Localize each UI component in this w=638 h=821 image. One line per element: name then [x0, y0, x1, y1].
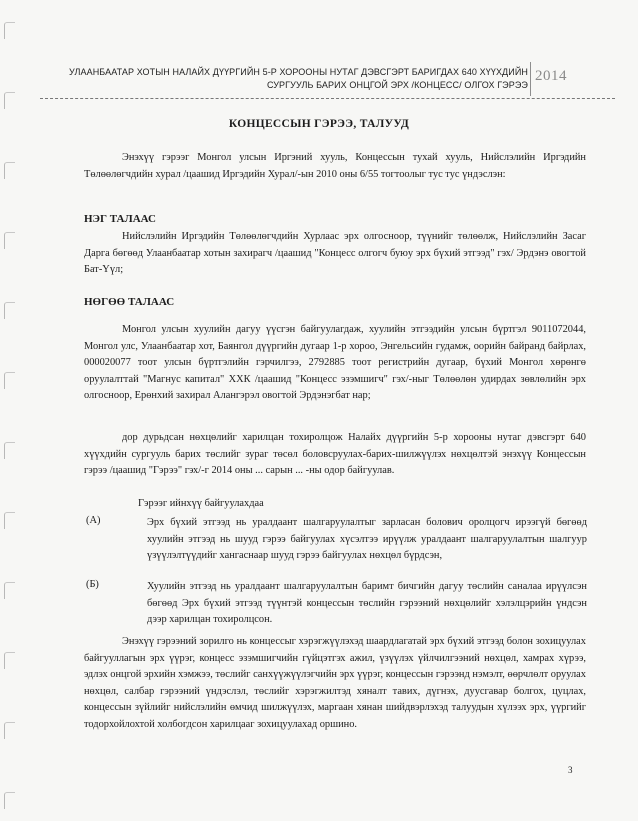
binder-hole-mark	[4, 92, 15, 109]
closing-paragraph: Энэхүү гэрээний зорилго нь концессыг хэрэгжүүлэхэд шаардлагатай эрх бүхий этгээд болон зохицуулах байгууллагын эрх үүрэг, концесс эзэмшигчийн гүйцэтгэх ажил, үзүүлэх үйлчилгээний нөхцөл, хамрах хүрээ, эдлэх онцгой эрхийн хэмжээ, төслийг санхүүжүүлэгчийн эрх үүрэг, концессын гэрээнд нэмэлт, өөрчлөлт оруулах нөхцөл, салбар гэрээний үндэслэл, төслийг хэрэгжилтэд хяналт тавих, дүгнэх, дуусгавар болгох, цуцлах, концессын зүйлийг нийслэлийн өмчид шилжүүлэх, маргаан хянан шийдвэрлэхэд талуудын хүлээх эрх, үүргийг тодорхойлохтой холбогдсон харилцааг зохицуулахад оршино.	[84, 636, 586, 730]
agreement-paragraph: дор дурьдсан нөхцөлийг харилцан тохиролцож Налайх дүүргийн 5-р хорооны нутаг дэвсгэрт 640 хүүхдийн сургууль барих төслийг зураг төсөл боловсруулах-барих-шилжүүлэх нөхцөлтэй энэхүү Концессын гэрээ /цаашид "Гэрээ" гэх/-г 2014 оны ... сарын ... -ны одор байгуулав.	[84, 432, 586, 476]
party1-heading: НЭГ ТАЛААС	[84, 213, 156, 225]
binder-hole-mark	[4, 512, 15, 529]
running-header	[56, 66, 528, 92]
binder-hole-mark	[4, 442, 15, 459]
party2-paragraph: Монгол улсын хуулийн дагуу үүсгэн байгуулагдаж, хуулийн этгээдийн улсын бүртгэл 9011072044, Монгол улс, Улаанбаатар хот, Баянгол дүүргийн дугаар 1-р хороо, Энгельсийн гудамж, оорийн байранд байрлах, 000020077 тоот улсын бүртгэлийн гэрчилгээ, 2792885 тоот регистрийн дугаар, бүхий Монгол хөрөнгө оруулалттай "Магнус капитал" ХХК /цаашид "Концесс эзэмшигч" гэх/-ныг Төлөөлөн удирдах зөвлөлийн эрх олгосноор, Ерөнхий захирал Алангэрэл овогтой Эрдэнэгбат нар;	[84, 324, 586, 401]
header-line-1: УЛААНБААТАР ХОТЫН НАЛАЙХ ДҮҮРГИЙН 5-Р ХОРООНЫ НУТАГ ДЭВСГЭРТ БАРИГДАХ 640 ХҮҮХДИЙН	[68, 67, 528, 77]
item-a-label: (А)	[86, 515, 101, 526]
binder-hole-mark	[4, 22, 15, 39]
item-a-text: Эрх бүхий этгээд нь уралдаант шалгаруулалтыг зарласан болович оролцогч ирээгүй бөгөөд хуулийн этгээд нь шууд гэрээ байгуулах хүсэлтээ ирүүлж уралдаант шалгаруулалтын шалгуур үзүүлэлтүүдийг хангаснаар шууд гэрээ байгуулах нөхцөл бүрдсэн,	[147, 517, 587, 561]
document-title: КОНЦЕССЫН ГЭРЭЭ, ТАЛУУД	[228, 118, 410, 130]
item-b-text: Хуулийн этгээд нь уралдаант шалгаруулалтын баримт бичгийн дагуу төслийн саналаа ирүүлсэн бөгөөд Эрх бүхий этгээд түүнтэй концессын төслийн гэрээний нөхцөлийг хэлэлцэрийн үндсэн дээр харилцан тохиролцсон.	[147, 581, 587, 625]
header-divider	[530, 62, 531, 96]
header-rule	[40, 98, 615, 99]
item-b-label: (Б)	[86, 579, 99, 590]
party2-heading: НӨГӨӨ ТАЛААС	[84, 296, 175, 308]
binder-hole-mark	[4, 792, 15, 809]
header-year: 2014	[535, 68, 567, 84]
page-number: 3	[568, 765, 573, 775]
intro-paragraph: Энэхүү гэрээг Монгол улсын Иргэний хууль, Концессын тухай хууль, Нийслэлийн Иргэдийн Төлөөлөгчдийн хурал /цаашид Иргэдийн Хурал/-ын 2010 оны 6/55 тогтоолыг тус тус үндэслэн:	[84, 152, 586, 180]
binder-hole-mark	[4, 162, 15, 179]
header-line-2: СУРГУУЛЬ БАРИХ ОНЦГОЙ ЭРХ /КОНЦЕСС/ ОЛГОХ ГЭРЭЭ	[266, 80, 528, 90]
binder-hole-mark	[4, 722, 15, 739]
party1-paragraph: Нийслэлийн Иргэдийн Төлөөлөгчдийн Хурлаас эрх олгосноор, түүнийг төлөөлж, Нийслэлийн Засаг Дарга бөгөөд Улаанбаатар хотын захирагч /цаашид "Концесс олгогч буюу эрх бүхий этгээд" гэх/ Эрдэнэ овогтой Бат-Үүл;	[84, 231, 586, 275]
binder-hole-mark	[4, 372, 15, 389]
binder-hole-mark	[4, 652, 15, 669]
binder-hole-mark	[4, 582, 15, 599]
sub-heading: Гэрээг ийнхүү байгуулахдаа	[138, 498, 264, 509]
binder-hole-mark	[4, 232, 15, 249]
binder-hole-mark	[4, 302, 15, 319]
